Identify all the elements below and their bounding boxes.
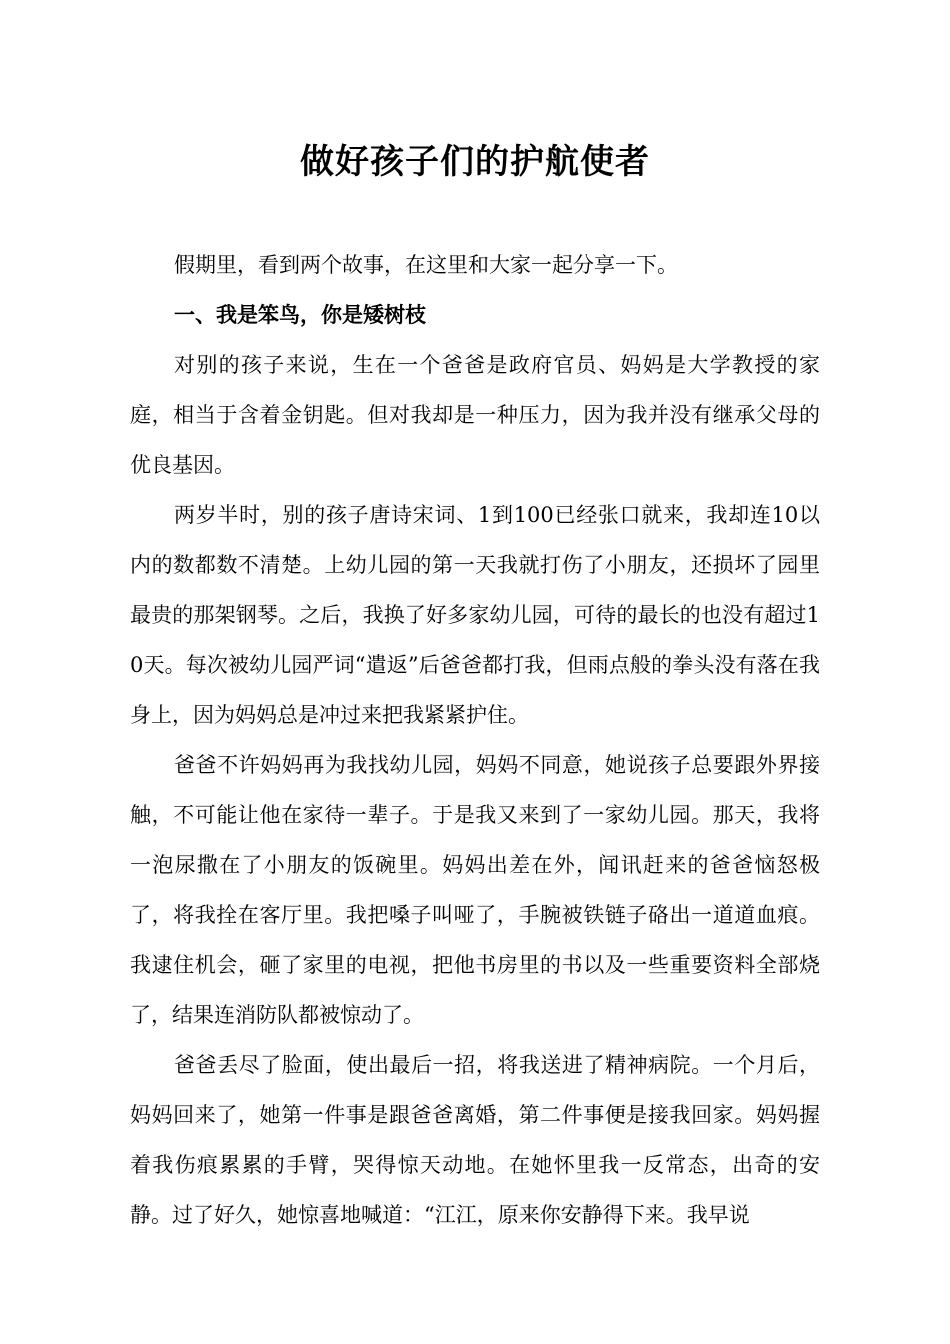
document-body xyxy=(130,240,820,1240)
document-title: 做好孩子们的护航使者 xyxy=(300,142,650,182)
paragraph-1: 对别的孩子来说，生在一个爸爸是政府官员、妈妈是大学教授的家庭，相当于含着金钥匙。但对我却是一种压力，因为我并没有继承父母的优良基因。 xyxy=(130,353,820,477)
paragraph-3: 爸爸不许妈妈再为我找幼儿园，妈妈不同意，她说孩子总要跟外界接触，不可能让他在家待一辈子。于是我又来到了一家幼儿园。那天，我将一泡尿撒在了小朋友的饭碗里。妈妈出差在外，闻讯赶来的爸爸恼怒极了，将我拴在客厅里。我把嗓子叫哑了，手腕被铁链子硌出一道道血痕。我逮住机会，砸了家里的电视，把他书房里的书以及一些重要资料全部烧了，结果连消防队都被惊动了。 xyxy=(130,753,820,1027)
paragraph-2: 两岁半时，别的孩子唐诗宋词、1到100已经张口就来，我却连10以内的数都数不清楚。上幼儿园的第一天我就打伤了小朋友，还损坏了园里最贵的那架钢琴。之后，我换了好多家幼儿园，可待的最长的也没有超过10天。每次被幼儿园严词“遣返”后爸爸都打我，但雨点般的拳头没有落在我身上，因为妈妈总是冲过来把我紧紧护住。 xyxy=(130,503,820,727)
paragraph-4: 爸爸丢尽了脸面，使出最后一招，将我送进了精神病院。一个月后，妈妈回来了，她第一件事是跟爸爸离婚，第二件事便是接我回家。妈妈握着我伤痕累累的手臂，哭得惊天动地。在她怀里我一反常态，出奇的安静。过了好久，她惊喜地喊道：“江江，原来你安静得下来。我早说 xyxy=(130,1053,820,1227)
intro-paragraph: 假期里，看到两个故事，在这里和大家一起分享一下。 xyxy=(174,253,678,277)
section-heading: 一、我是笨鸟，你是矮树枝 xyxy=(174,303,426,327)
